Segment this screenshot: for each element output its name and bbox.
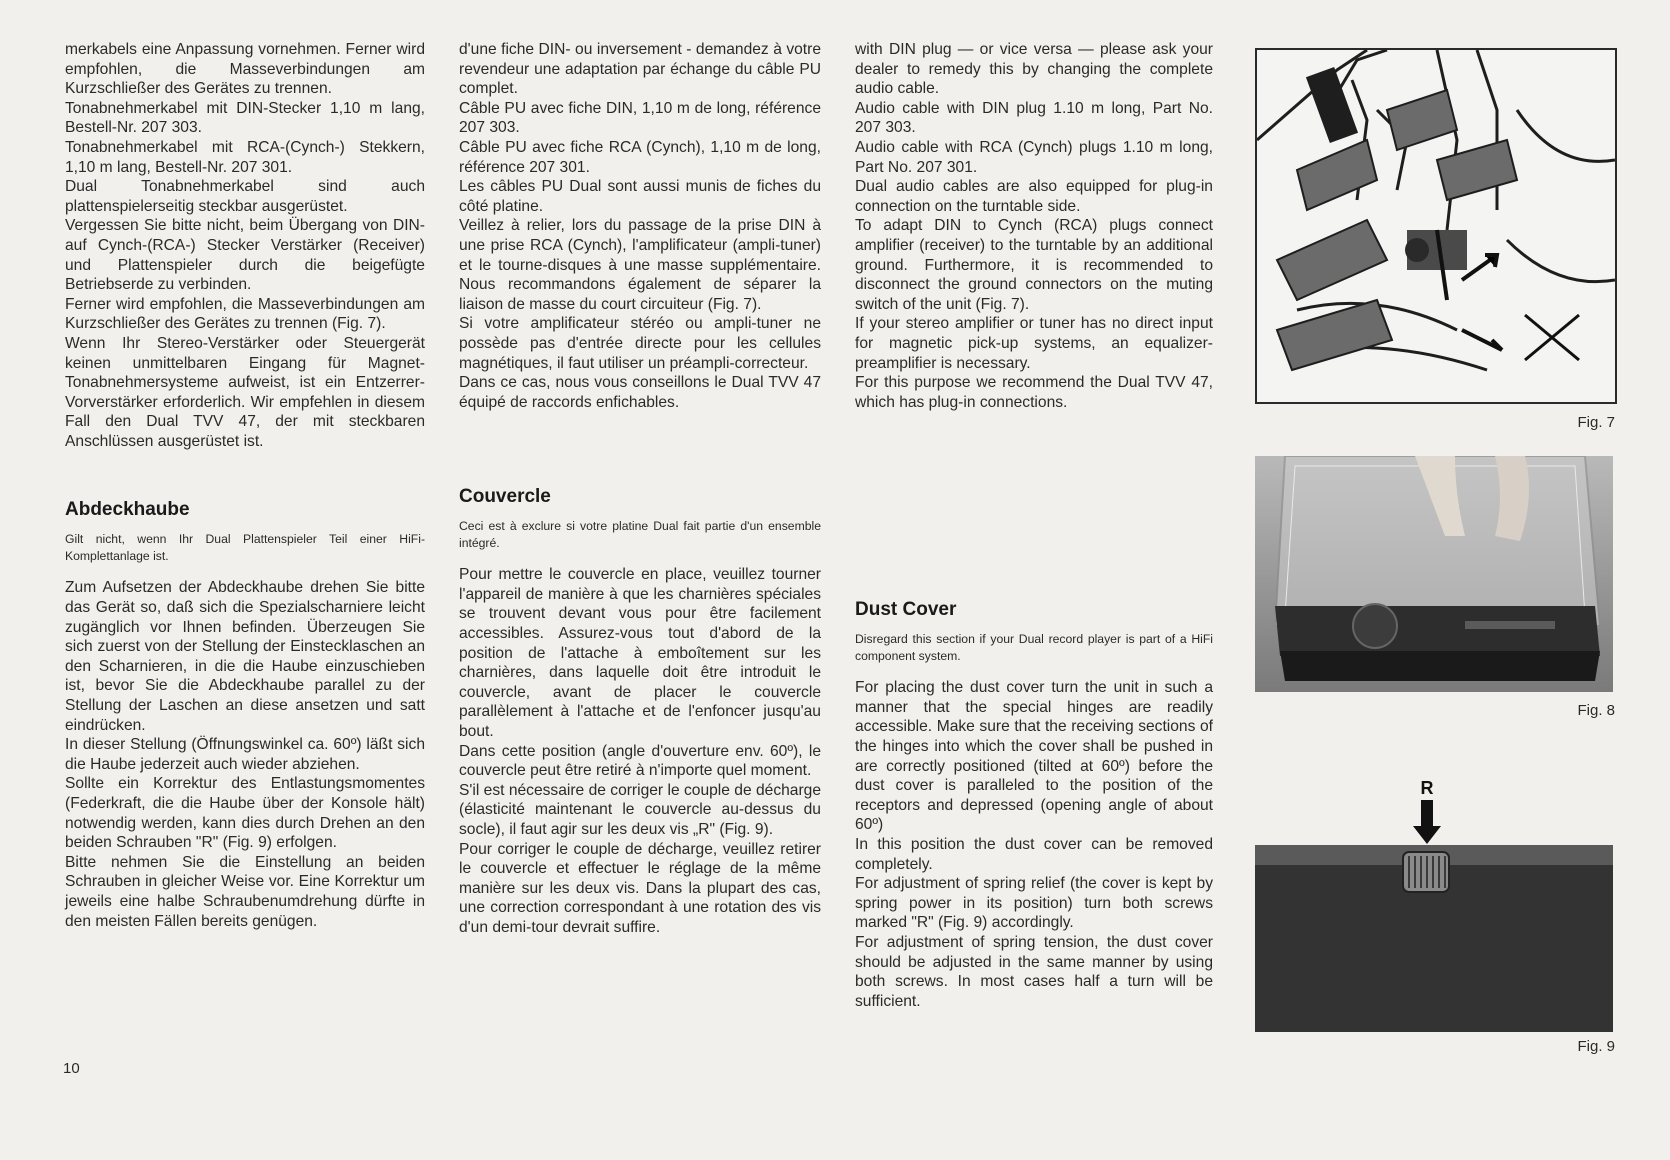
paragraph: Tonabnehmerkabel mit DIN-Stecker 1,10 m lang, Bestell-Nr. 207 303.: [65, 99, 425, 137]
paragraph: If your stereo amplifier or tuner has no direct input for magnetic pick-up systems, an equalizer-preamplifier is necessary.: [855, 315, 1213, 372]
english-intro: [855, 40, 1213, 412]
paragraph: S'il est nécessaire de corriger le couple de décharge (élasticité maintenant le couvercle au-dessus du socle), il faut agir sur les deux vis „R" (Fig. 9).: [459, 781, 821, 838]
english-section-body: [855, 678, 1213, 1011]
paragraph: Audio cable with DIN plug 1.10 m long, Part No. 207 303.: [855, 99, 1213, 137]
section-note: Gilt nicht, wenn Ihr Dual Plattenspieler Teil einer HiFi-Komplettanlage ist.: [65, 532, 425, 564]
paragraph: Sollte ein Korrektur des Entlastungsmomentes (Federkraft, die die Haube über der Konsole hält) notwendig werden, kann dies durch Drehen an den beiden Schrauben "R" (Fig. 9) erfolgen.: [65, 775, 425, 852]
paragraph: Câble PU avec fiche DIN, 1,10 m de long, référence 207 303.: [459, 99, 821, 137]
paragraph: In dieser Stellung (Öffnungswinkel ca. 60º) läßt sich die Haube jederzeit auch wieder abziehen.: [65, 736, 425, 773]
paragraph: Zum Aufsetzen der Abdeckhaube drehen Sie bitte das Gerät so, daß sich die Spezialscharniere leicht zugänglich vor Ihnen befinden. Überzeugen Sie sich zuerst von der Stellung der Einstecklaschen an den Scharnieren, in die die Haube einzuschieben ist, bevor Sie die Abdeckhaube parallel zu der Stellung der Laschen an diese ansetzen und satt eindrücken.: [65, 579, 425, 734]
german-intro: [65, 40, 425, 451]
french-intro: [459, 40, 821, 412]
paragraph: Dual Tonabnehmerkabel sind auch plattenspielerseitig steckbar ausgerüstet.: [65, 178, 425, 215]
section-title: Dust Cover: [855, 599, 957, 621]
page-number: 10: [63, 1060, 80, 1077]
paragraph: Dual audio cables are also equipped for plug-in connection on the turntable side.: [855, 178, 1213, 215]
german-section-body: [65, 578, 425, 931]
french-section-body: [459, 565, 821, 937]
paragraph: To adapt DIN to Cynch (RCA) plugs connect amplifier (receiver) to the turntable by an additional ground. Furthermore, it is recommended to disconnect the ground connectors on the muting switch of the unit (Fig. 7).: [855, 217, 1213, 313]
paragraph: Tonabnehmerkabel mit RCA-(Cynch-) Stekkern, 1,10 m lang, Bestell-Nr. 207 301.: [65, 138, 425, 176]
paragraph: d'une fiche DIN- ou inversement - demandez à votre revendeur une adaptation par échange du câble PU complet.: [459, 41, 821, 98]
paragraph: Vergessen Sie bitte nicht, beim Übergang von DIN- auf Cynch-(RCA-) Stecker Verstärker (Receiver) und Plattenspieler durch die beigefügte Betriebserde zu verbinden.: [65, 217, 425, 294]
paragraph: For placing the dust cover turn the unit in such a manner that the special hinges are readily accessible. Make sure that the receiving sections of the hinges into which the cover shall be pushed in are correctly positioned (tilted at 60º) before the dust cover is paralleled to the position of the receptors and depressed (opening angle of about 60º): [855, 679, 1213, 834]
paragraph: Pour mettre le couvercle en place, veuillez tourner l'appareil de manière à que les charnières spéciales se trouvent devant vous pour être facilement accessibles. Assurez-vous tout d'abord de la position de l'attache à emboîtement sur les charnières, dans laquelle doit être introduit le couvercle, avant de placer le couvercle parallèlement à l'attache et de l'enfoncer jusqu'au bout.: [459, 566, 821, 741]
paragraph: Wenn Ihr Stereo-Verstärker oder Steuergerät keinen unmittelbaren Eingang für Magnet-Tonabnehmersysteme aufweist, ist ein Entzerrer-Vorverstärker erforderlich. Wir empfehlen in diesem Fall den Dual TVV 47, der mit steckbaren Anschlüssen ausgerüstet ist.: [65, 334, 425, 450]
figure-9-label-r: R: [1420, 778, 1434, 798]
figure-7-caption: Fig. 7: [1577, 414, 1615, 431]
paragraph: Audio cable with RCA (Cynch) plugs 1.10 m long, Part No. 207 301.: [855, 138, 1213, 176]
dust-cover-photo: [1255, 456, 1613, 692]
figure-9-hinge-screw-photo: [1255, 770, 1613, 1032]
paragraph: For this purpose we recommend the Dual TVV 47, which has plug-in connections.: [855, 374, 1213, 411]
section-note: Disregard this section if your Dual record player is part of a HiFi component system.: [855, 632, 1213, 664]
paragraph: with DIN plug — or vice versa — please ask your dealer to remedy this by changing the complete audio cable.: [855, 41, 1213, 98]
paragraph: Câble PU avec fiche RCA (Cynch), 1,10 m de long, référence 207 301.: [459, 138, 821, 176]
figure-7-connector-illustration: [1255, 48, 1617, 404]
figure-9-caption: Fig. 9: [1577, 1038, 1615, 1055]
figure-8-dust-cover-photo: [1255, 456, 1613, 692]
section-note: Ceci est à exclure si votre platine Dual fait partie d'un ensemble intégré.: [459, 519, 821, 551]
paragraph: In this position the dust cover can be removed completely.: [855, 836, 1213, 873]
paragraph: Bitte nehmen Sie die Einstellung an beiden Schrauben in gleicher Weise vor. Eine Korrektur um jeweils eine halbe Schraubenumdrehung dürfte in den meisten Fällen bereits genügen.: [65, 853, 425, 930]
hinge-screw-photo: [1255, 770, 1613, 1032]
paragraph: For adjustment of spring relief (the cover is kept by spring power in its position) turn both screws marked "R" (Fig. 9) accordingly.: [855, 875, 1213, 932]
paragraph: For adjustment of spring tension, the dust cover should be adjusted in the same manner by using both screws. In most cases half a turn will be sufficient.: [855, 934, 1213, 1010]
section-title: Couvercle: [459, 486, 551, 508]
paragraph: Si votre amplificateur stéréo ou ampli-tuner ne possède pas d'entrée directe pour les cellules magnétiques, il faut utiliser un préampli-correcteur.: [459, 315, 821, 372]
french-column: [459, 40, 821, 938]
paragraph: Veillez à relier, lors du passage de la prise DIN à une prise RCA (Cynch), l'amplificateur (ampli-tuner) et le tourne-disques à une masse supplémentaire. Nous recommandons également de séparer la liaison de masse du court circuiteur (Fig. 7).: [459, 217, 821, 313]
paragraph: merkabels eine Anpassung vornehmen. Ferner wird empfohlen, die Masseverbindungen am Kurzschließer des Gerätes zu trennen.: [65, 41, 425, 98]
german-column: [65, 40, 425, 931]
paragraph: Les câbles PU Dual sont aussi munis de fiches du côté platine.: [459, 178, 821, 215]
connector-drawing: [1257, 50, 1615, 402]
paragraph: Ferner wird empfohlen, die Masseverbindungen am Kurzschließer des Gerätes zu trennen (Fig. 7).: [65, 295, 425, 333]
english-column: [855, 40, 1213, 1011]
section-title: Abdeckhaube: [65, 499, 190, 521]
paragraph: Dans ce cas, nous vous conseillons le Dual TVV 47 équipé de raccords enfichables.: [459, 374, 821, 411]
paragraph: Pour corriger le couple de décharge, veuillez retirer le couvercle et effectuer le réglage de la même manière sur les deux vis. Dans la plupart des cas, une correction correspondant à une rotation des vis d'un demi-tour devrait suffire.: [459, 840, 821, 936]
figure-8-caption: Fig. 8: [1577, 702, 1615, 719]
paragraph: Dans cette position (angle d'ouverture env. 60º), le couvercle peut être retiré à n'importe quel moment.: [459, 742, 821, 780]
